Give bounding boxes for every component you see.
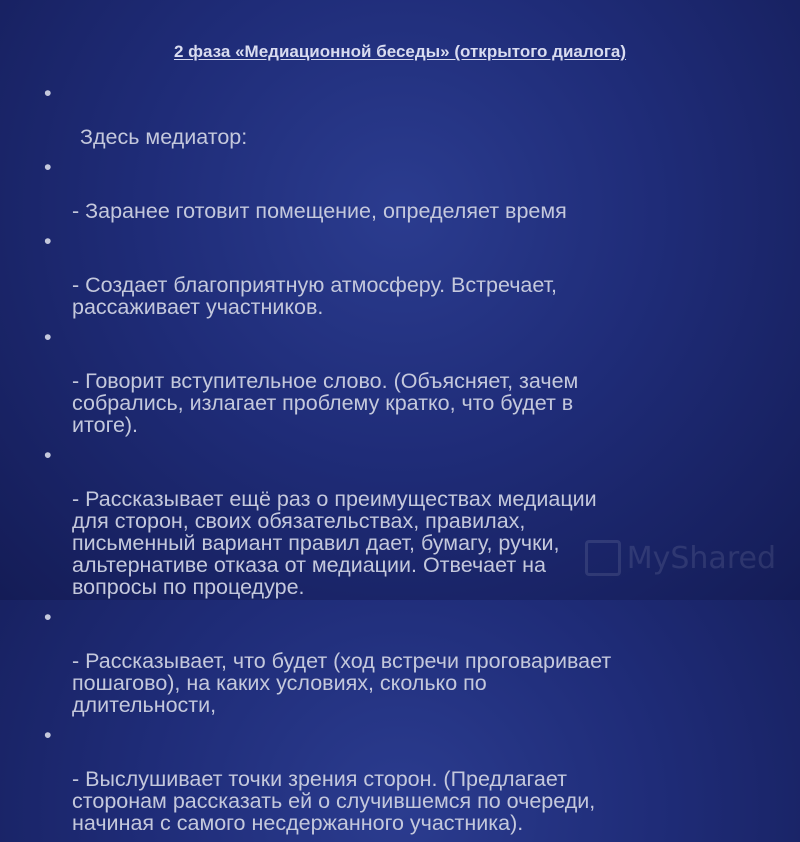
bullet-item [44, 724, 764, 834]
bullet-icon: • [44, 605, 52, 629]
bullet-list [44, 82, 764, 842]
watermark-text: MyShared [626, 540, 776, 576]
bullet-text: - Рассказывает, что будет (ход встречи проговаривает пошагово), на каких условиях, сколько по длительности, [72, 649, 612, 717]
bullet-item [44, 156, 764, 222]
slide-title: 2 фаза «Медиационной беседы» (открытого диалога) [173, 42, 627, 61]
bullet-icon: • [44, 229, 52, 253]
bullet-text: - Выслушивает точки зрения сторон. (Предлагает сторонам рассказать ей о случившемся по очереди, начиная с самого несдержанного участника). [72, 767, 596, 835]
bullet-text: - Говорит вступительное слово. (Объясняет, зачем собрались, излагает проблему кратко, что будет в итоге). [72, 369, 579, 437]
bullet-icon: • [44, 443, 52, 467]
bullet-text: - Заранее готовит помещение, определяет время [72, 199, 567, 223]
watermark [585, 540, 776, 576]
bullet-item [44, 326, 764, 436]
bullet-icon: • [44, 155, 52, 179]
bullet-text: Здесь медиатор: [80, 125, 248, 149]
bullet-item [44, 230, 764, 318]
bullet-item [44, 606, 764, 716]
bullet-icon: • [44, 81, 52, 105]
bullet-icon: • [44, 723, 52, 747]
bullet-item [44, 82, 764, 148]
bullet-text: - Рассказывает ещё раз о преимуществах медиации для сторон, своих обязательствах, правилах, письменный вариант правил дает, бумагу, ручки, альтернативе отказа от медиации. Отвечает на вопросы по процедуре. [72, 487, 597, 599]
watermark-logo-icon [585, 540, 621, 576]
bullet-icon: • [44, 325, 52, 349]
bullet-text: - Создает благоприятную атмосферу. Встречает, рассаживает участников. [72, 273, 558, 319]
